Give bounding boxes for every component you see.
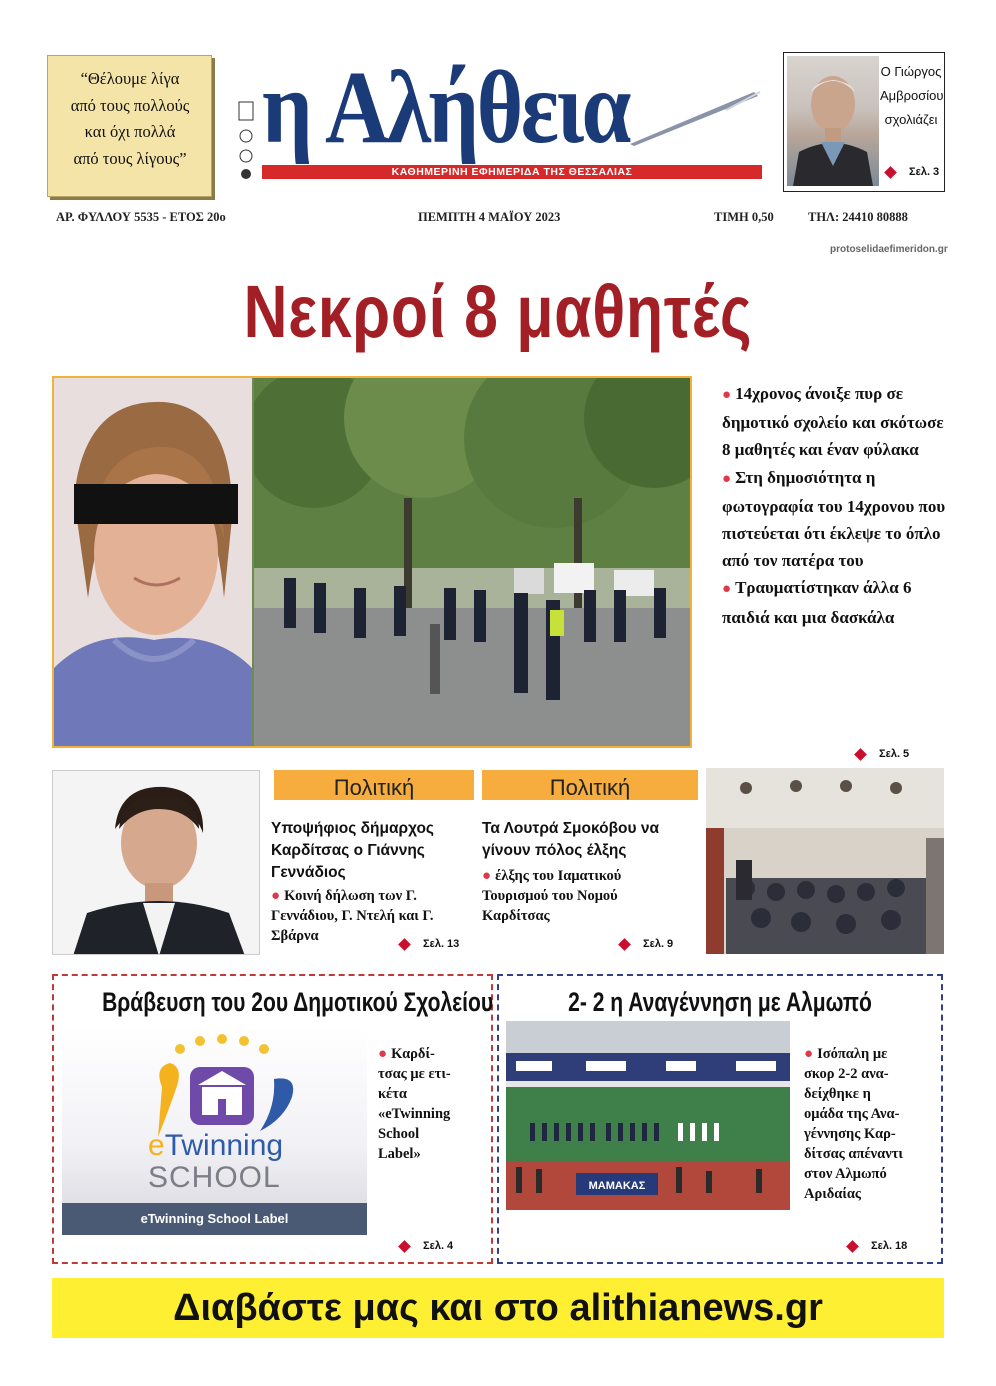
- masthead-subtitle: ΚΑΘΗΜΕΡΙΝΗ ΕΦΗΜΕΡΙΔΑ ΤΗΣ ΘΕΣΣΑΛΙΑΣ: [262, 165, 762, 179]
- issue-number: ΑΡ. ΦΥΛΛΟΥ 5535 - ΕΤΟΣ 20ο: [56, 210, 226, 224]
- story2-ref: Σελ. 9: [643, 938, 674, 950]
- diamond-icon: [398, 938, 411, 951]
- columnist-line: Ο Γιώργος: [880, 64, 942, 79]
- category-label: Πολιτική: [482, 770, 698, 800]
- story1-bullet: [271, 886, 476, 946]
- etwinning-logo-image: [62, 1027, 367, 1235]
- lead-bullet-text: Στη δημοσιότητα η φωτογραφία του 14χρονου που πιστεύεται ότι έκλεψε το όπλο από τον πατέρα του: [722, 467, 946, 571]
- bullet-icon: ●: [271, 888, 281, 904]
- football-line: στον Αλμωπό: [804, 1166, 887, 1182]
- hall-meeting-photo: [706, 768, 944, 954]
- stadium-photo: [506, 1021, 790, 1210]
- bullet-icon: ●: [378, 1046, 388, 1062]
- motto-text: [54, 66, 206, 172]
- football-line: γέννησης Καρ-: [804, 1126, 896, 1142]
- etwinning-school: SCHOOL: [148, 1161, 281, 1194]
- category-label: Πολιτική: [274, 770, 474, 800]
- football-line: σκορ 2-2 ανα-: [804, 1066, 889, 1082]
- etwinning-label: eTwinning School Label: [62, 1203, 367, 1235]
- award-text: Καρδί-: [391, 1046, 435, 1062]
- columnist-photo: [787, 56, 879, 186]
- suspect-portrait: [54, 378, 252, 748]
- award-bullet: [378, 1044, 478, 1164]
- columnist-line: σχολιάζει: [884, 112, 938, 127]
- football-text: Ισόπαλη με: [817, 1046, 888, 1062]
- candidate-photo: [52, 770, 260, 955]
- diamond-icon: [846, 1240, 859, 1253]
- lead-ref: Σελ. 5: [879, 748, 910, 760]
- motto-line: “Θέλουμε λίγα: [80, 69, 180, 88]
- motto-line: από τους πολλούς: [70, 95, 190, 115]
- badge-icon: [238, 100, 254, 182]
- story1-ref: Σελ. 13: [423, 938, 460, 950]
- etwinning-e: e: [148, 1129, 165, 1162]
- lead-bullet: [722, 464, 946, 575]
- issue-date: ΠΕΜΠΤΗ 4 ΜΑΪΟΥ 2023: [418, 210, 561, 224]
- masthead-swoosh-icon: [622, 88, 762, 148]
- lead-bullet: [722, 380, 946, 464]
- motto-note: [47, 55, 212, 197]
- football-line: [804, 1044, 936, 1064]
- diamond-icon: [398, 1240, 411, 1253]
- award-line: κέτα: [378, 1086, 408, 1102]
- bullet-icon: ●: [722, 387, 732, 403]
- bullet-icon: ●: [804, 1046, 814, 1062]
- football-line: ομάδα της Ανα-: [804, 1106, 900, 1122]
- lead-photo: [52, 376, 692, 748]
- bullet-icon: ●: [722, 581, 732, 598]
- story1-page-ref: [400, 938, 459, 950]
- columnist-ref: Σελ. 3: [909, 166, 940, 178]
- award-line: τσας με ετι-: [378, 1066, 451, 1082]
- etwinning-main: Twinning: [164, 1129, 284, 1162]
- bullet-icon: ●: [482, 868, 492, 884]
- lead-bullet-text: 14χρονος άνοιξε πυρ σε δημοτικό σχολείο και σκότωσε 8 μαθητές και έναν φύλακα: [722, 384, 944, 460]
- website-banner[interactable]: Διαβάστε μας και στο alithianews.gr: [52, 1278, 944, 1338]
- stadium-sign: ΜΑΜΑΚΑΣ: [588, 1180, 646, 1192]
- lead-story-bullets: [722, 380, 946, 631]
- award-line: Label»: [378, 1146, 421, 1162]
- motto-line: και όχι πολλά: [84, 122, 176, 141]
- award-page-ref: [400, 1240, 453, 1252]
- story2-headline: Τα Λουτρά Σμοκόβου να γίνουν πόλος έλξης: [482, 820, 660, 859]
- lead-page-ref: [856, 748, 909, 760]
- football-line: δείχθηκε η: [804, 1086, 871, 1102]
- award-line: [378, 1044, 478, 1064]
- diamond-icon: [618, 938, 631, 951]
- football-headline: 2- 2 η Αναγέννηση με Αλμωπό: [568, 987, 872, 1017]
- lead-bullet: [722, 574, 946, 630]
- football-line: Αριδαίας: [804, 1186, 862, 1202]
- story2-bullet-text: έλξης του Ιαματικού Τουρισμού του Νομού Καρδίτσας: [482, 868, 622, 924]
- football-bullet: [804, 1044, 936, 1204]
- story2-bullet: [482, 866, 687, 926]
- watermark: protoselidaefimeridon.gr: [830, 244, 948, 255]
- football-page-ref: [848, 1240, 907, 1252]
- football-line: δίτσας απέναντι: [804, 1146, 903, 1162]
- issue-price: ΤΙΜΗ 0,50: [714, 210, 774, 224]
- columnist-line: Αμβροσίου: [880, 88, 944, 103]
- award-ref: Σελ. 4: [423, 1240, 454, 1252]
- phone-number: ΤΗΛ: 24410 80888: [808, 210, 908, 224]
- street-scene: [254, 378, 692, 748]
- columnist-text: [880, 60, 942, 132]
- columnist-page-ref: [886, 166, 939, 178]
- masthead-title: η Αλήθεια: [262, 50, 629, 165]
- bullet-icon: ●: [722, 470, 732, 487]
- story2-page-ref: [620, 938, 673, 950]
- main-headline: Νεκροί 8 μαθητές: [243, 270, 753, 353]
- lead-bullet-text: Τραυματίστηκαν άλλα 6 παιδιά και μια δασκάλα: [722, 578, 912, 627]
- story1-bullet-text: Κοινή δήλωση των Γ. Γεννάδιου, Γ. Ντελή και Γ. Σβάρνα: [271, 888, 434, 944]
- award-line: «eTwinning: [378, 1106, 451, 1122]
- story1-headline: Υποψήφιος δήμαρχος Καρδίτσας ο Γιάννης Γεννάδιος: [271, 820, 434, 881]
- motto-line: από τους λίγους”: [73, 148, 187, 168]
- award-headline: Βράβευση του 2ου Δημοτικού Σχολείου: [102, 987, 494, 1017]
- diamond-icon: [854, 748, 867, 761]
- football-ref: Σελ. 18: [871, 1240, 908, 1252]
- etwinning-wordmark: [148, 1129, 283, 1163]
- award-line: School: [378, 1126, 420, 1142]
- diamond-icon: [884, 166, 897, 179]
- masthead-badges: [238, 100, 254, 182]
